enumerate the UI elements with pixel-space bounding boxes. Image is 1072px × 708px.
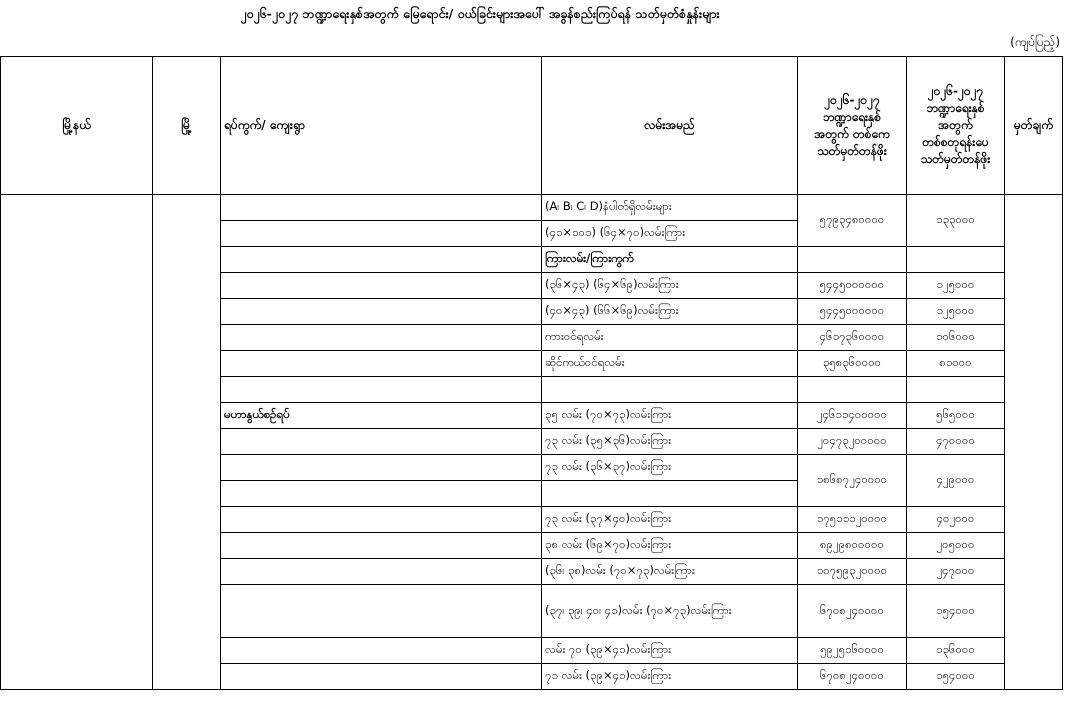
- street-cell: (၃၆၊ ၃၈)လမ်း (၇၀×၇၃)လမ်းကြား: [542, 559, 798, 585]
- ward-cell: [221, 351, 542, 377]
- value-per-acre-cell: [798, 377, 907, 403]
- value-per-sqft-cell: ၂၀၅၀၀၀: [907, 533, 1005, 559]
- header-row: [1, 57, 1063, 195]
- street-cell: ၇၁ လမ်း (၃၉×၄၁)လမ်းကြား: [542, 664, 798, 690]
- value-per-acre-cell: ၈၉၂၉၈၀၀၀၀၀: [798, 533, 907, 559]
- value-per-sqft-cell: ၁၅၄၀၀၀: [907, 585, 1005, 638]
- street-cell: (A၊ B၊ C၊ D)နံပါတ်ရှိလမ်းများ: [542, 195, 798, 221]
- street-cell: [542, 481, 798, 507]
- value-per-acre-cell: ၄၆၁၇၃၆၀၀၀၀: [798, 325, 907, 351]
- street-cell: ကားဝင်ရလမ်း: [542, 325, 798, 351]
- value-per-acre-cell: ၂၄၆၁၁၄၀၀၀၀၀: [798, 403, 907, 429]
- header-value-per-acre-line: အတွက် တစ်ကေ: [814, 126, 890, 141]
- header-value-per-acre-line: ၂၀၂၆-၂၀၂၇: [824, 92, 880, 107]
- value-per-acre-cell: [798, 247, 907, 273]
- value-per-sqft-cell: ၁၂၅၀၀၀: [907, 273, 1005, 299]
- header-value-per-acre: [798, 57, 907, 195]
- value-per-acre-cell: ၁၀၇၅၉၃၂၀၀၀၀: [798, 559, 907, 585]
- street-cell: (၃၇၊ ၃၉၊ ၄၀၊ ၄၁)လမ်း (၇၀×၇၃)လမ်းကြား: [542, 585, 798, 638]
- header-value-per-sqft-line: အတွက်: [938, 118, 973, 132]
- remark-cell: [1005, 195, 1063, 690]
- header-ward-village: ရပ်ကွက်/ ကျေးရွာ: [221, 57, 542, 195]
- header-township: မြို့နယ်: [1, 57, 153, 195]
- value-per-acre-cell: ၁၇၅၁၁၁၂၀၀၀၀: [798, 507, 907, 533]
- header-value-per-sqft-line: ၂၀၂၆-၂၀၂၇: [927, 84, 984, 98]
- ward-cell: [221, 507, 542, 533]
- header-street-name: လမ်းအမည်: [542, 57, 798, 195]
- value-per-sqft-cell: ၁၃၆၀၀၀: [907, 638, 1005, 664]
- value-per-sqft-cell: ၄၀၂၀၀၀: [907, 507, 1005, 533]
- street-cell: ၇၃ လမ်း (၃၇×၄၀)လမ်းကြား: [542, 507, 798, 533]
- ward-cell: [221, 664, 542, 690]
- header-value-per-sqft-line: ဘဏ္ဍာရေးနှစ်: [926, 101, 985, 115]
- value-per-sqft-cell: ၁၃၃၀၀၀: [907, 195, 1005, 247]
- town-cell: [153, 195, 221, 690]
- table-row: [1, 195, 1063, 221]
- header-value-per-acre-line: သတ်မှတ်တန်ဖိုး: [817, 143, 887, 158]
- street-cell: (၄၁×၁၀၁) (၆၄×၇၀)လမ်းကြား: [542, 221, 798, 247]
- street-cell: ၃၈ လမ်း (၆၉×၇၀)လမ်းကြား: [542, 533, 798, 559]
- value-per-sqft-cell: ၁၂၅၀၀၀: [907, 299, 1005, 325]
- street-subheading-cell: ကြားလမ်း/ကြားကွက်: [542, 247, 798, 273]
- value-per-sqft-cell: ၈၁၀၀၀: [907, 351, 1005, 377]
- street-cell: (၃၆×၄၃) (၆၄×၆၉)လမ်းကြား: [542, 273, 798, 299]
- header-remark: မှတ်ချက်: [1005, 57, 1063, 195]
- header-value-per-sqft-line: သတ်မှတ်တန်ဖိုး: [920, 152, 991, 166]
- value-per-acre-cell: ၅၄၄၅၀၀၀၀၀၀: [798, 299, 907, 325]
- street-cell: ၃၅ လမ်း (၇၀×၇၃)လမ်းကြား: [542, 403, 798, 429]
- value-per-sqft-cell: [907, 377, 1005, 403]
- street-cell: ၇၃ လမ်း (၃၆×၃၇)လမ်းကြား: [542, 455, 798, 481]
- street-cell: ဆိုင်ကယ်ဝင်ရလမ်း: [542, 351, 798, 377]
- value-per-acre-cell: ၃၅၈၃၆၀၀၀၀: [798, 351, 907, 377]
- ward-cell: [221, 429, 542, 455]
- ward-cell: [221, 195, 542, 221]
- street-cell: ၇၃ လမ်း (၃၅×၃၆)လမ်းကြား: [542, 429, 798, 455]
- value-per-sqft-cell: ၄၂၉၀၀၀: [907, 455, 1005, 507]
- header-value-per-sqft-line: တစ်စတုရန်းပေ: [922, 135, 989, 149]
- ward-cell: [221, 325, 542, 351]
- value-per-acre-cell: ၂၀၄၇၃၂၀၀၀၀၀: [798, 429, 907, 455]
- ward-cell: [221, 638, 542, 664]
- value-per-acre-cell: ၆၇၀၈၂၄၀၀၀၀: [798, 585, 907, 638]
- currency-unit-note: (ကျပ်ပြည့်): [1010, 35, 1060, 49]
- ward-cell: [221, 559, 542, 585]
- township-cell: [1, 195, 153, 690]
- header-value-per-acre-line: ဘဏ္ဍာရေးနှစ်: [823, 109, 881, 124]
- value-per-acre-cell: ၆၇၀၈၂၄၀၀၀၀: [798, 664, 907, 690]
- value-per-sqft-cell: ၁၀၆၀၀၀: [907, 325, 1005, 351]
- ward-cell: [221, 585, 542, 638]
- value-per-sqft-cell: [907, 247, 1005, 273]
- ward-cell: [221, 299, 542, 325]
- street-cell: (၄၀×၄၃) (၆၆×၆၉)လမ်းကြား: [542, 299, 798, 325]
- ward-cell: မဟာနွယ်စဉ်ရပ်: [221, 403, 542, 429]
- document-title: ၂၀၂၆-၂၀၂၇ ဘဏ္ဍာရေးနှစ်အတွက် မြေရောင်း/ ဝယ်ခြင်းများအပေါ် အခွန်စည်းကြပ်ရန် သတ်မှတ်စံနှုန်းများ: [240, 6, 720, 21]
- street-cell: [542, 377, 798, 403]
- value-per-acre-cell: ၅၇၉၃၄၈၀၀၀၀: [798, 195, 907, 247]
- value-per-sqft-cell: ၁၅၄၀၀၀: [907, 664, 1005, 690]
- header-town: မြို့: [153, 57, 221, 195]
- value-per-sqft-cell: ၂၄၇၀၀၀: [907, 559, 1005, 585]
- street-cell: လမ်း ၇၀ (၃၉×၄၁)လမ်းကြား: [542, 638, 798, 664]
- ward-cell: [221, 247, 542, 273]
- value-per-acre-cell: ၅၉၂၅၁၆၀၀၀၀: [798, 638, 907, 664]
- ward-cell: [221, 221, 542, 247]
- header-value-per-sqft: [907, 57, 1005, 195]
- value-per-acre-cell: ၅၄၄၅၀၀၀၀၀၀: [798, 273, 907, 299]
- value-per-sqft-cell: ၄၇၀၀၀၀: [907, 429, 1005, 455]
- ward-cell: [221, 273, 542, 299]
- ward-cell: [221, 377, 542, 403]
- ward-cell: [221, 455, 542, 481]
- ward-cell: [221, 533, 542, 559]
- valuation-table: [0, 56, 1063, 690]
- ward-cell: [221, 481, 542, 507]
- value-per-acre-cell: ၁၈၆၈၇၂၄၀၀၀၀: [798, 455, 907, 507]
- value-per-sqft-cell: ၅၆၅၀၀၀: [907, 403, 1005, 429]
